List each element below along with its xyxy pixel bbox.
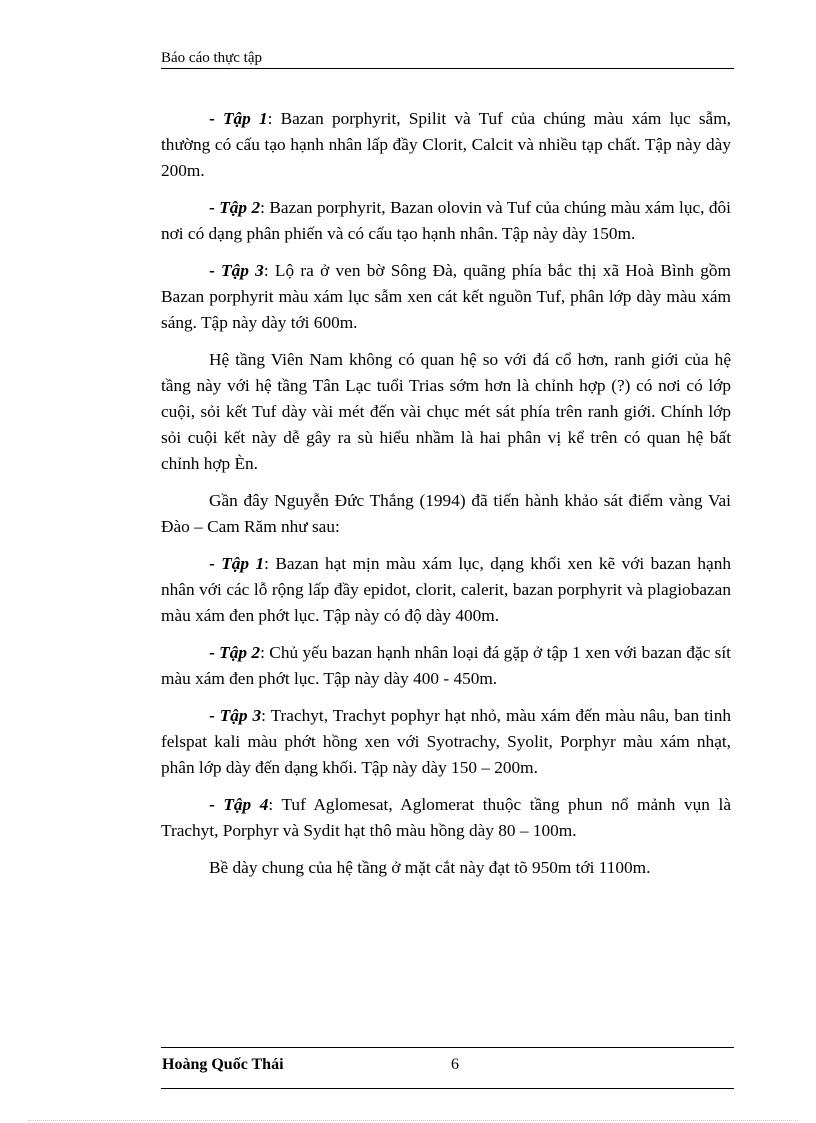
paragraph-text: Hệ tầng Viên Nam không có quan hệ so với đá cổ hơn, ranh giới của hệ tầng này với hệ tầng Tân Lạc tuổi Trias sớm hơn là chỉnh hợp (?) có nơi có lớp cuội, sỏi kết Tuf dày vài mét đến vài chục mét sát phía trên ranh giới. Chính lớp sỏi cuội kết này dễ gây ra sù hiểu nhầm là hai phân vị kể trên có quan hệ bất chỉnh hợp Èn.	[161, 350, 731, 473]
paragraph-text: Bề dày chung của hệ tầng ở mặt cắt này đạt tõ 950m tới 1100m.	[209, 858, 651, 877]
page-number: 6	[451, 1056, 459, 1073]
paragraph-label: Tập 2	[219, 198, 261, 217]
paragraph	[161, 855, 731, 881]
paragraph-prefix: -	[209, 795, 224, 814]
paragraph-prefix: -	[209, 554, 222, 573]
paragraph-text: : Lộ ra ở ven bờ Sông Đà, quãng phía bắc thị xã Hoà Bình gồm Bazan porphyrit màu xám lục sẫm xen cát kết nguồn Tuf, phân lớp dày màu xám sáng. Tập này dày tới 600m.	[161, 261, 731, 332]
paragraph-prefix: -	[209, 706, 220, 725]
paragraph-text: Gần đây Nguyễn Đức Thắng (1994) đã tiến hành khảo sát điểm vàng Vai Đào – Cam Răm như sau:	[161, 491, 731, 536]
paragraph-label: Tập 3	[219, 706, 262, 725]
paragraph-label: Tập 2	[219, 643, 261, 662]
header-title: Báo cáo thực tập	[161, 50, 263, 66]
paragraph-prefix: -	[209, 643, 220, 662]
paragraph-label: Tập 4	[223, 795, 269, 814]
paragraph	[161, 703, 731, 781]
paragraph-label: Tập 1	[221, 554, 265, 573]
paragraph-text: : Chủ yếu bazan hạnh nhân loại đá gặp ở tập 1 xen với bazan đặc sít màu xám đen phớt lục. Tập này dày 400 - 450m.	[161, 643, 731, 688]
paragraph-prefix: -	[209, 261, 222, 280]
paragraph-text: : Trachyt, Trachyt pophyr hạt nhỏ, màu xám đến màu nâu, ban tinh felspat kali màu phớt hồng xen với Syotrachy, Syolit, Porphyr màu xám nhạt, phân lớp dày đến dạng khối. Tập này dày 150 – 200m.	[161, 706, 731, 777]
document-body	[161, 106, 731, 892]
paragraph	[161, 347, 731, 477]
paragraph-label: Tập 1	[222, 109, 268, 128]
paragraph	[161, 258, 731, 336]
footer-author: Hoàng Quốc Thái	[162, 1056, 284, 1073]
paragraph-prefix: -	[209, 109, 223, 128]
paragraph	[161, 551, 731, 629]
paragraph-text: : Bazan porphyrit, Spilit và Tuf của chúng màu xám lục sẫm, thường có cấu tạo hạnh nhân lấp đầy Clorit, Calcit và nhiều tạp chất. Tập này dày 200m.	[161, 109, 731, 180]
paragraph	[161, 195, 731, 247]
paragraph	[161, 640, 731, 692]
page-header	[161, 49, 734, 69]
page-edge-divider	[28, 1120, 798, 1121]
page-footer	[161, 1047, 734, 1089]
paragraph-text: : Tuf Aglomesat, Aglomerat thuộc tầng phun nổ mảnh vụn là Trachyt, Porphyr và Sydit hạt thô màu hồng dày 80 – 100m.	[161, 795, 731, 840]
paragraph	[161, 106, 731, 184]
paragraph-text: : Bazan porphyrit, Bazan olovin và Tuf của chúng màu xám lục, đôi nơi có dạng phân phiến và có cấu tạo hạnh nhân. Tập này dày 150m.	[161, 198, 731, 243]
paragraph-text: : Bazan hạt mịn màu xám lục, dạng khối xen kẽ với bazan hạnh nhân với các lỗ rộng lấp đầy epidot, clorit, calerit, bazan porphyrit và plagiobazan màu xám đen phớt lục. Tập này có độ dày 400m.	[161, 554, 731, 625]
paragraph	[161, 792, 731, 844]
paragraph-prefix: -	[209, 198, 220, 217]
paragraph-label: Tập 3	[221, 261, 264, 280]
paragraph	[161, 488, 731, 540]
